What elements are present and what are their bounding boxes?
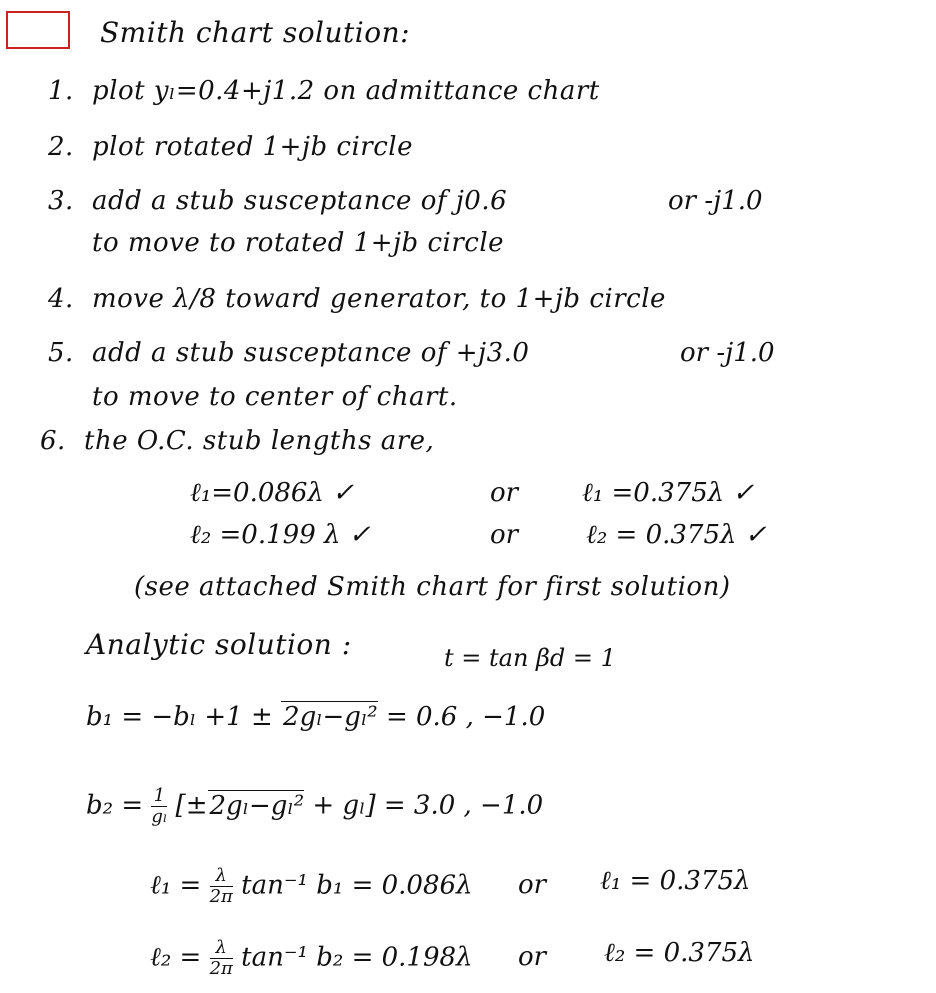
b2-plus: + gₗ [312, 790, 366, 821]
l2-lhs: ℓ₂ = [150, 942, 202, 973]
b1-equation [86, 702, 545, 732]
empty-red-box [6, 11, 70, 49]
l2-alt: ℓ₂ = 0.375λ [604, 938, 755, 968]
or-label: or [490, 478, 519, 508]
b2-equation [86, 786, 543, 827]
step-number: 5. [48, 338, 74, 368]
t-equation: t = tan βd = 1 [444, 644, 616, 672]
l2-first: ℓ₂ =0.199 λ ✓ [190, 520, 371, 550]
step-4 [48, 284, 666, 314]
step-text: move λ/8 toward generator, to 1+jb circle [92, 284, 666, 314]
step-number: 6. [40, 426, 66, 456]
step-number: 2. [48, 132, 74, 162]
step-1 [48, 76, 600, 106]
l2-fraction [210, 938, 233, 979]
step-3 [48, 186, 507, 216]
b2-pm: ± [185, 790, 208, 821]
b2-rhs: = 3.0 , −1.0 [383, 790, 544, 821]
b2-bracket-open: [ [175, 790, 186, 821]
l2-second: ℓ₂ = 0.375λ ✓ [586, 520, 767, 550]
analytic-heading: Analytic solution : [86, 628, 352, 661]
l1-second: ℓ₁ =0.375λ ✓ [582, 478, 755, 508]
b1-rhs: = 0.6 , −1.0 [385, 702, 546, 732]
step-2 [48, 132, 413, 162]
b1-lhs: b₁ = −bₗ +1 ± [86, 702, 273, 732]
frac-num: 1 [153, 785, 166, 806]
frac-num: λ [215, 937, 227, 958]
or-label: or [490, 520, 519, 550]
page-title: Smith chart solution: [100, 16, 411, 49]
step-number: 1. [48, 76, 74, 106]
l1-fraction [210, 866, 233, 907]
frac-den: 2π [209, 958, 233, 979]
l1-lhs: ℓ₁ = [150, 870, 202, 901]
or-label: or [518, 942, 547, 972]
step-text: to move to rotated 1+jb circle [92, 228, 505, 258]
frac-den: 2π [209, 886, 233, 907]
step-number: 4. [48, 284, 74, 314]
or-label: or [518, 870, 547, 900]
l2-equation [150, 938, 473, 979]
l1-equation [150, 866, 473, 907]
step-text: plot yₗ=0.4+j1.2 on admittance chart [92, 76, 600, 106]
l1-first: ℓ₁=0.086λ ✓ [190, 478, 354, 508]
b2-lhs: b₂ = [86, 790, 144, 821]
step-3-cont [48, 228, 504, 258]
b2-bracket-close: ] [365, 790, 376, 821]
step-text: plot rotated 1+jb circle [92, 132, 413, 162]
step-5-cont [48, 382, 458, 412]
step-6 [40, 426, 434, 456]
b2-radical: 2gₗ−gₗ² [209, 790, 305, 821]
frac-den: gₗ [151, 806, 168, 827]
l1-mid: tan⁻¹ b₁ = 0.086λ [241, 870, 473, 901]
step-text: add a stub susceptance of +j3.0 [92, 338, 530, 368]
note-see-chart: (see attached Smith chart for first solution) [134, 572, 731, 602]
step-text: add a stub susceptance of j0.6 [92, 186, 508, 216]
step-text: to move to center of chart. [92, 382, 458, 412]
step-text: the O.C. stub lengths are, [84, 426, 435, 456]
l2-mid: tan⁻¹ b₂ = 0.198λ [241, 942, 473, 973]
b2-fraction [151, 786, 167, 827]
step-number: 3. [48, 186, 74, 216]
step-5-alt: or -j1.0 [680, 338, 775, 368]
l1-alt: ℓ₁ = 0.375λ [600, 866, 751, 896]
step-5 [48, 338, 529, 368]
step-3-alt: or -j1.0 [668, 186, 763, 216]
b1-radical: 2gₗ−gₗ² [283, 702, 378, 732]
frac-num: λ [215, 865, 227, 886]
